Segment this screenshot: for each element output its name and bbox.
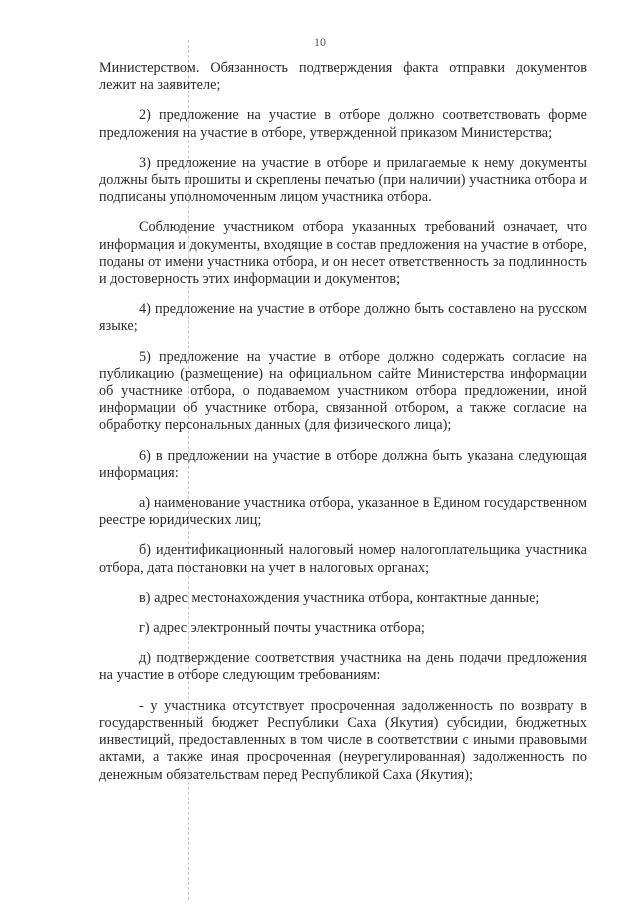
paragraph-item-4: 4) предложение на участие в отборе должно быть составлено на русском языке; — [99, 301, 587, 335]
paragraph-subitem-a: а) наименование участника отбора, указанное в Едином государственном реестре юридических лиц; — [99, 495, 587, 529]
paragraph-compliance-note: Соблюдение участником отбора указанных требований означает, что информация и документы, входящие в состав предложения на участие в отборе, поданы от имени участника отбора, и он несет ответственность за подлинность и достоверность этих информации и документов; — [99, 219, 587, 288]
paragraph-item-3: 3) предложение на участие в отборе и прилагаемые к нему документы должны быть прошиты и скреплены печатью (при наличии) участника отбора и подписаны уполномоченным лицом участника отбора. — [99, 154, 587, 206]
paragraph-subitem-d: д) подтверждение соответствия участника на день подачи предложения на участие в отборе следующим требованиям: — [99, 650, 587, 684]
paragraph-item-5: 5) предложение на участие в отборе должно содержать согласие на публикацию (размещение) на официальном сайте Министерства информации об участнике отбора, о подаваемом участником отбора предложении, иной информации об участнике отбора, связанной отбором, а также согласие на обработку персональных данных (для физического лица); — [99, 348, 587, 434]
paragraph-continuation: Министерством. Обязанность подтверждения факта отправки документов лежит на заявителе; — [99, 60, 587, 94]
paragraph-item-2: 2) предложение на участие в отборе должно соответствовать форме предложения на участие в отборе, утвержденной приказом Министерства; — [99, 107, 587, 141]
page-number: 10 — [314, 35, 326, 49]
paragraph-subitem-g: г) адрес электронный почты участника отбора; — [139, 620, 425, 637]
paragraph-requirement-debt: - у участника отсутствует просроченная задолженность по возврату в государственный бюджет Республики Саха (Якутия) субсидии, бюджетных инвестиций, предоставленных в том числе в соответствии с иными правовыми актами, а также иная просроченная (неурегулированная) задолженность по денежным обязательствам перед Республикой Саха (Якутия); — [99, 697, 587, 783]
paragraph-subitem-v: в) адрес местонахождения участника отбора, контактные данные; — [139, 589, 540, 606]
document-body — [99, 60, 587, 797]
paragraph-item-6: 6) в предложении на участие в отборе должна быть указана следующая информация: — [99, 447, 587, 481]
paragraph-subitem-b: б) идентификационный налоговый номер налогоплательщика участника отбора, дата постановки на учет в налоговых органах; — [99, 542, 587, 576]
